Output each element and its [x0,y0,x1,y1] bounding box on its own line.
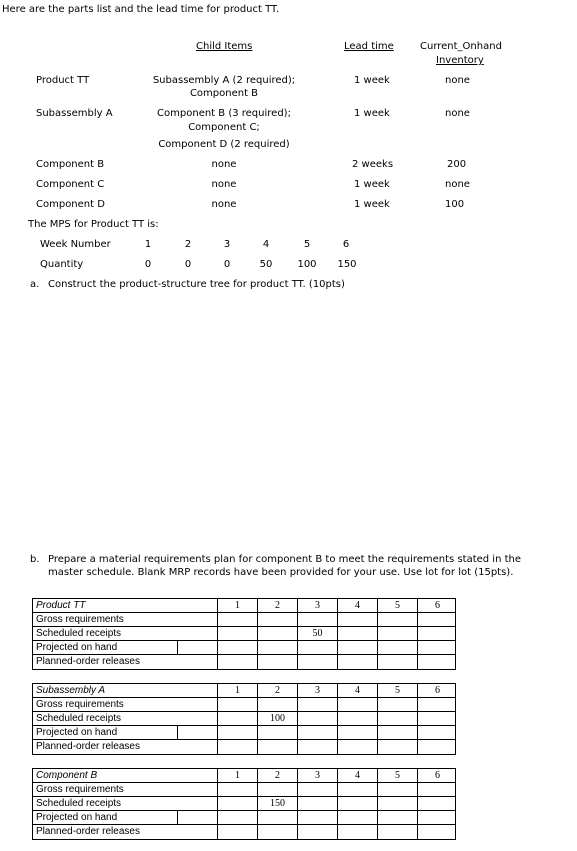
part-lead-time: 2 weeks [352,159,394,170]
input-cell[interactable] [337,726,377,739]
mps-quantity: 0 [184,259,192,270]
mrp-row-projected [33,811,455,825]
part-inventory: 100 [445,199,465,210]
input-cell[interactable] [377,726,417,739]
input-cell[interactable] [257,627,297,640]
week-cell: 1 [217,684,257,697]
input-cell[interactable] [297,740,337,754]
mrp-row-gross [33,698,455,712]
mps-week: 2 [184,239,192,250]
mrp-row-gross [33,783,455,797]
part-child-line: none [211,179,237,190]
mps-quantity: 100 [297,259,317,270]
input-cell[interactable] [257,783,297,796]
input-cell[interactable] [217,811,257,824]
part-inventory: none [445,179,470,190]
row-label: Scheduled receipts [36,713,122,724]
input-cell[interactable] [337,641,377,654]
input-cell[interactable] [377,712,417,725]
input-cell[interactable] [257,613,297,626]
input-cell[interactable] [217,726,257,739]
part-child-line: none [211,199,237,210]
input-cell[interactable] [297,825,337,839]
input-cell[interactable] [377,825,417,839]
input-cell[interactable] [297,797,337,810]
input-cell[interactable] [377,783,417,796]
mps-title: The MPS for Product TT is: [28,219,159,230]
input-cell[interactable] [297,698,337,711]
input-cell[interactable] [417,613,457,626]
mps-quantity: 150 [337,259,357,270]
header-lead-time: Lead time [344,41,394,52]
input-cell[interactable] [217,797,257,810]
mrp-header-row [33,599,455,613]
input-cell[interactable] [257,641,297,654]
input-cell[interactable] [377,740,417,754]
input-cell[interactable] [257,655,297,669]
input-cell[interactable] [217,712,257,725]
input-cell[interactable] [337,797,377,810]
input-cell[interactable] [297,726,337,739]
input-cell[interactable] [217,825,257,839]
part-child-line: Component B (3 required); [157,108,291,119]
week-cell: 1 [217,769,257,782]
input-cell[interactable]: 50 [297,627,337,640]
input-cell[interactable] [297,613,337,626]
week-cell: 4 [337,769,377,782]
mrp-row-scheduled [33,797,455,811]
row-label: Planned-order releases [36,656,140,667]
row-label: Planned-order releases [36,741,140,752]
input-cell[interactable] [217,655,257,669]
header-child-items: Child Items [196,41,253,52]
header-inventory-line2: Inventory [436,55,484,66]
part-child-line: none [211,159,237,170]
input-cell[interactable] [257,811,297,824]
mps-quantity-label: Quantity [40,259,84,270]
input-cell[interactable] [257,698,297,711]
row-label: Planned-order releases [36,826,140,837]
part-child-line: Subassembly A (2 required); [152,75,296,86]
input-cell[interactable] [337,811,377,824]
mps-week: 4 [262,239,270,250]
input-cell[interactable] [417,783,457,796]
input-cell[interactable] [417,627,457,640]
mrp-table-title: Product TT [36,600,86,611]
week-cell: 6 [417,769,457,782]
input-cell[interactable] [377,613,417,626]
input-cell[interactable] [417,655,457,669]
row-label: Projected on hand [36,812,118,823]
mrp-header-row [33,684,455,698]
row-label: Projected on hand [36,642,118,653]
mps-quantity: 0 [144,259,152,270]
mrp-row-scheduled [33,712,455,726]
question-a-text: Construct the product-structure tree for product TT. (10pts) [48,279,345,290]
input-cell[interactable] [417,825,457,839]
mps-quantity: 50 [259,259,273,270]
input-cell[interactable] [297,655,337,669]
input-cell[interactable] [417,811,457,824]
part-item: Component B [36,159,105,170]
mrp-table-title: Subassembly A [36,685,106,696]
week-cell: 3 [297,599,337,612]
mrp-table-product-tt [32,598,456,670]
mps-week-label: Week Number [40,239,111,250]
input-cell[interactable] [217,698,257,711]
part-lead-time: 1 week [354,108,390,119]
mps-week: 3 [223,239,231,250]
part-item: Component C [36,179,105,190]
part-lead-time: 1 week [354,75,390,86]
mrp-table-title: Component B [36,770,98,781]
question-b-letter: b. [30,554,40,565]
question-b-line2: master schedule. Blank MRP records have been provided for your use. Use lot for lot (15pts). [48,567,514,578]
input-cell[interactable] [337,783,377,796]
week-cell: 6 [417,684,457,697]
mrp-row-scheduled [33,627,455,641]
input-cell[interactable] [377,655,417,669]
mrp-table-component-b [32,768,456,840]
row-label: Gross requirements [36,784,124,795]
input-cell[interactable] [297,783,337,796]
week-cell: 2 [257,684,297,697]
part-lead-time: 1 week [354,179,390,190]
input-cell[interactable] [417,797,457,810]
week-cell: 6 [417,599,457,612]
input-cell[interactable] [337,627,377,640]
mrp-row-projected [33,641,455,655]
week-cell: 2 [257,769,297,782]
input-cell[interactable] [217,641,257,654]
part-child-line: Component C; [188,122,260,133]
mrp-row-projected [33,726,455,740]
input-cell[interactable] [337,740,377,754]
header-inventory-line1: Current_Onhand [420,41,502,52]
intro-text: Here are the parts list and the lead time for product TT. [2,4,280,15]
mrp-row-planned [33,655,455,669]
mps-week: 6 [342,239,350,250]
input-cell[interactable] [257,726,297,739]
input-cell[interactable] [377,811,417,824]
week-cell: 1 [217,599,257,612]
input-cell[interactable] [297,641,337,654]
row-label: Scheduled receipts [36,798,122,809]
part-inventory: 200 [447,159,467,170]
row-label: Gross requirements [36,699,124,710]
input-cell[interactable] [377,698,417,711]
input-cell[interactable] [417,740,457,754]
part-lead-time: 1 week [354,199,390,210]
week-cell: 4 [337,599,377,612]
input-cell[interactable] [337,655,377,669]
mrp-header-row [33,769,455,783]
row-label: Projected on hand [36,727,118,738]
input-cell[interactable]: 150 [257,797,297,810]
week-cell: 5 [377,599,417,612]
input-cell[interactable] [177,726,217,739]
week-cell: 4 [337,684,377,697]
input-cell[interactable] [217,627,257,640]
input-cell[interactable] [217,740,257,754]
part-item: Subassembly A [36,108,113,119]
input-cell[interactable] [337,613,377,626]
input-cell[interactable] [177,811,217,824]
part-inventory: none [445,108,470,119]
input-cell[interactable] [377,627,417,640]
input-cell[interactable] [297,811,337,824]
input-cell[interactable] [417,641,457,654]
mps-week: 5 [303,239,311,250]
week-cell: 5 [377,684,417,697]
input-cell[interactable] [417,712,457,725]
input-cell[interactable] [297,712,337,725]
input-cell[interactable] [377,797,417,810]
part-inventory: none [445,75,470,86]
question-a-letter: a. [30,279,40,290]
input-cell[interactable] [337,712,377,725]
part-child-line: Component B [189,88,259,99]
question-b-line1: Prepare a material requirements plan for component B to meet the requirements stated in the [48,554,522,565]
input-cell[interactable] [417,726,457,739]
input-cell[interactable] [257,740,297,754]
mps-week: 1 [144,239,152,250]
row-label: Scheduled receipts [36,628,122,639]
input-cell[interactable] [217,783,257,796]
mrp-table-subassembly-a [32,683,456,755]
mrp-row-planned [33,740,455,754]
input-cell[interactable] [337,825,377,839]
part-child-line: Component D (2 required) [158,139,290,150]
part-item: Component D [36,199,105,210]
mps-quantity: 0 [223,259,231,270]
week-cell: 3 [297,684,337,697]
input-cell[interactable] [217,613,257,626]
part-item: Product TT [36,75,90,86]
row-label: Gross requirements [36,614,124,625]
week-cell: 3 [297,769,337,782]
week-cell: 5 [377,769,417,782]
input-cell[interactable] [417,698,457,711]
mrp-row-planned [33,825,455,839]
input-cell[interactable] [257,825,297,839]
mrp-row-gross [33,613,455,627]
input-cell[interactable] [177,641,217,654]
week-cell: 2 [257,599,297,612]
input-cell[interactable] [377,641,417,654]
input-cell[interactable] [337,698,377,711]
input-cell[interactable]: 100 [257,712,297,725]
